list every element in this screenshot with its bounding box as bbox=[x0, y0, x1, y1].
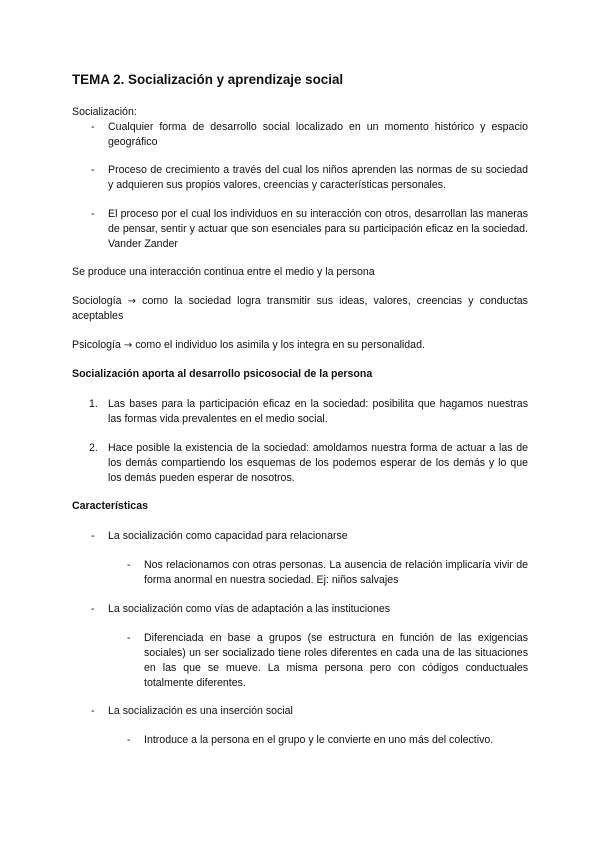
sub-bullet-dash: - bbox=[127, 734, 131, 746]
bullet-dash: - bbox=[91, 121, 95, 133]
sociologia-term: Sociología bbox=[72, 295, 122, 307]
aporta-item-2: Hace posible la existencia de la sociedad: amoldamos nuestra forma de actuar a las de los demás compartiendo los esquemas de los podemos esperar de los demás y lo que los demás pueden esperar de nosotros. bbox=[108, 442, 528, 484]
bullet-dash: - bbox=[91, 530, 95, 542]
psicologia-term: Psicología bbox=[72, 339, 121, 351]
bullet-dash: - bbox=[91, 208, 95, 220]
psicologia-paragraph bbox=[72, 338, 528, 353]
aporta-heading: Socialización aporta al desarrollo psicosocial de la persona bbox=[72, 368, 373, 380]
caracteristica-sub-2: Diferenciada en base a grupos (se estructura en función de las exigencias sociales) un ser socializado tiene roles diferentes en cada una de las situaciones en las que se mueve. La misma persona pero con códigos conductuales totalmente diferentes. bbox=[144, 632, 528, 689]
sub-bullet-dash: - bbox=[127, 559, 131, 571]
interaccion-paragraph: Se produce una interacción continua entre el medio y la persona bbox=[72, 266, 375, 278]
caracteristica-sub-3: Introduce a la persona en el grupo y le convierte en uno más del colectivo. bbox=[144, 734, 494, 746]
bullet-dash: - bbox=[91, 603, 95, 615]
psicologia-text: como el individuo los asimila y los integra en su personalidad. bbox=[135, 339, 425, 351]
caracteristicas-heading: Características bbox=[72, 500, 148, 512]
bullet-dash: - bbox=[91, 164, 95, 176]
aporta-item-1: Las bases para la participación eficaz en la sociedad: posibilita que hagamos nuestras las formas vida prevalentes en el medio social. bbox=[108, 398, 528, 425]
sociologia-paragraph bbox=[72, 294, 528, 324]
caracteristica-item-1: La socialización como capacidad para relacionarse bbox=[108, 530, 348, 542]
socializacion-label: Socialización: bbox=[72, 106, 137, 118]
list-number: 2. bbox=[89, 442, 98, 454]
socializacion-item-3: El proceso por el cual los individuos en su interacción con otros, desarrollan las maneras de pensar, sentir y actuar que son esenciales para su participación eficaz en la sociedad. Vander Zander bbox=[108, 208, 528, 250]
page-title: TEMA 2. Socialización y aprendizaje social bbox=[72, 72, 344, 87]
sociologia-text: como la sociedad logra transmitir sus ideas, valores, creencias y conductas aceptables bbox=[72, 295, 528, 322]
socializacion-item-2: Proceso de crecimiento a través del cual los niños aprenden las normas de su sociedad y adquieren sus propios valores, creencias y características personales. bbox=[108, 164, 528, 191]
caracteristica-item-2: La socialización como vías de adaptación a las instituciones bbox=[108, 603, 391, 615]
sub-bullet-dash: - bbox=[127, 632, 131, 644]
caracteristica-sub-1: Nos relacionamos con otras personas. La ausencia de relación implicaría vivir de forma anormal en nuestra sociedad. Ej: niños salvajes bbox=[144, 559, 528, 586]
right-arrow-icon: → bbox=[123, 340, 133, 351]
caracteristica-item-3: La socialización es una inserción social bbox=[108, 705, 293, 717]
list-number: 1. bbox=[89, 398, 98, 410]
socializacion-item-1: Cualquier forma de desarrollo social localizado en un momento histórico y espacio geográfico bbox=[108, 121, 528, 148]
right-arrow-icon: → bbox=[127, 296, 137, 307]
bullet-dash: - bbox=[91, 705, 95, 717]
